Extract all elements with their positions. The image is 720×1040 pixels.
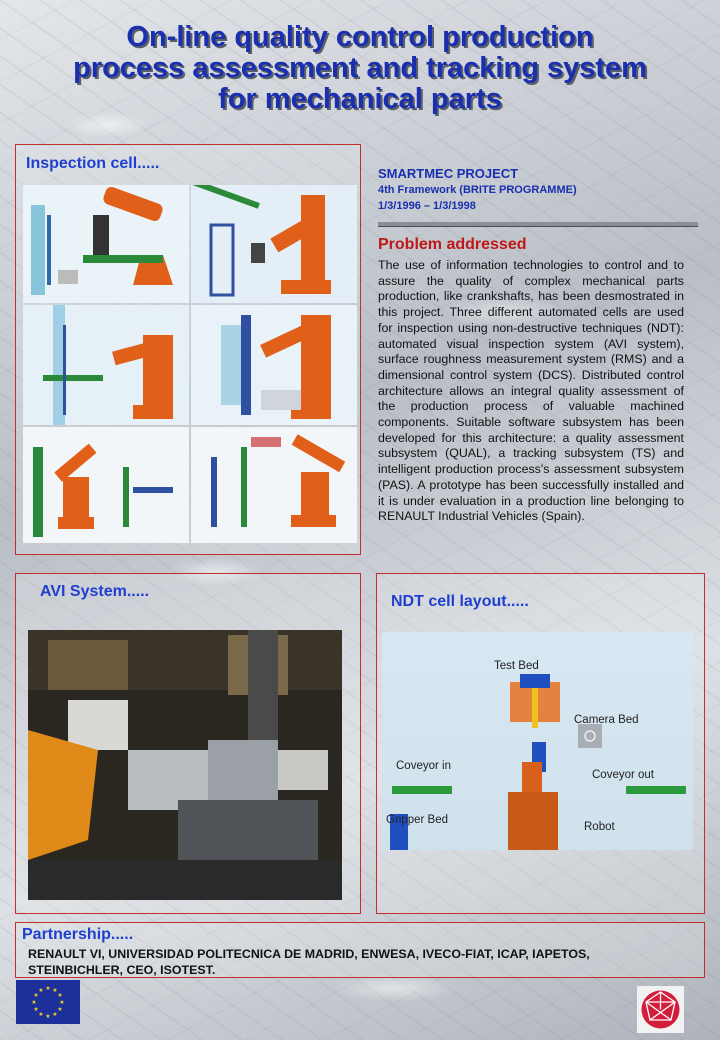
robot-render-image [23,427,189,543]
eu-flag-icon [16,980,80,1024]
sphere-logo-drawing [637,986,684,1033]
avi-system-photo [28,630,342,900]
svg-text:★: ★ [57,1006,63,1013]
inspection-render-2 [191,185,357,303]
robot-render-image [23,305,189,425]
svg-text:★: ★ [33,992,39,999]
avi-machine-photo-image [28,630,342,900]
avi-system-heading: AVI System..... [40,583,150,600]
eu-stars-icon [16,980,80,1024]
title-line-1: On-line quality control production [126,21,594,53]
robot-render-image [23,185,189,303]
robot-render-image [191,305,357,425]
partnership-heading: Partnership..... [22,926,134,943]
partnership-text: RENAULT VI, UNIVERSIDAD POLITECNICA DE MADRID, ENWESA, IVECO-FIAT, ICAP, IAPETOS, STEINBICHLER, CEO, ISOTEST. [28,947,590,977]
svg-text:★: ★ [45,1013,51,1020]
inspection-render-6 [191,427,357,543]
geodesic-sphere-logo-icon [637,986,684,1033]
inspection-render-3 [23,305,189,425]
robot-render-image [191,427,357,543]
poster-title [0,22,720,115]
ndt-cell-heading: NDT cell layout..... [391,593,529,610]
ndt-label-robot: Robot [584,821,615,833]
problem-text: The use of information technologies to control and to assure the quality of complex mechanical parts production, like crankshafts, has been desmostrated in this project. Three different automated cells are used for inspection using non-destructive techniques (NDT): automated visual inspection system (AVI system), surface roughness measurement system (RMS) and a dimensional control system (DCS). Distributed control architecture allows an integral quality assessment of the production process of valuable machined components. Suitable software subsystem has been developed for this architecture: a quality assessment subsystem (QUAL), a tracking subsystem (TS) and intelligent production process's assessment subsystem (PAS). A prototype has been successfully installed and it is under evaluation in a production line belonging to RENAULT Industrial Vehicles (Spain). [378,258,684,524]
ndt-label-test-bed: Test Bed [494,660,539,672]
ndt-cell-layout-diagram [382,632,693,850]
ndt-label-camera-bed: Camera Bed [574,714,639,726]
svg-text:★: ★ [52,987,58,994]
ndt-label-conveyor-out: Coveyor out [592,769,655,781]
svg-text:★: ★ [33,1006,39,1013]
svg-text:★: ★ [59,999,65,1006]
robot-render-image [191,185,357,303]
svg-text:★: ★ [31,999,37,1006]
title-line-2: process assessment and tracking system [73,52,647,84]
svg-text:★: ★ [45,985,51,992]
inspection-cell-images [23,185,357,543]
inspection-cell-heading: Inspection cell..... [26,155,160,172]
section-divider [378,222,698,227]
project-name: SMARTMEC PROJECT [378,166,519,181]
ndt-label-conveyor-in: Coveyor in [396,760,451,772]
project-dates: 1/3/1996 – 1/3/1998 [378,200,476,212]
svg-text:★: ★ [38,987,44,994]
svg-text:★: ★ [57,992,63,999]
inspection-render-1 [23,185,189,303]
problem-heading: Problem addressed [378,236,527,253]
inspection-render-5 [23,427,189,543]
inspection-render-4 [191,305,357,425]
svg-text:★: ★ [52,1011,58,1018]
svg-text:★: ★ [38,1011,44,1018]
ndt-label-gripper-bed: Gripper Bed [386,814,449,826]
project-framework: 4th Framework (BRITE PROGRAMME) [378,184,577,196]
title-line-3: for mechanical parts [218,83,502,115]
